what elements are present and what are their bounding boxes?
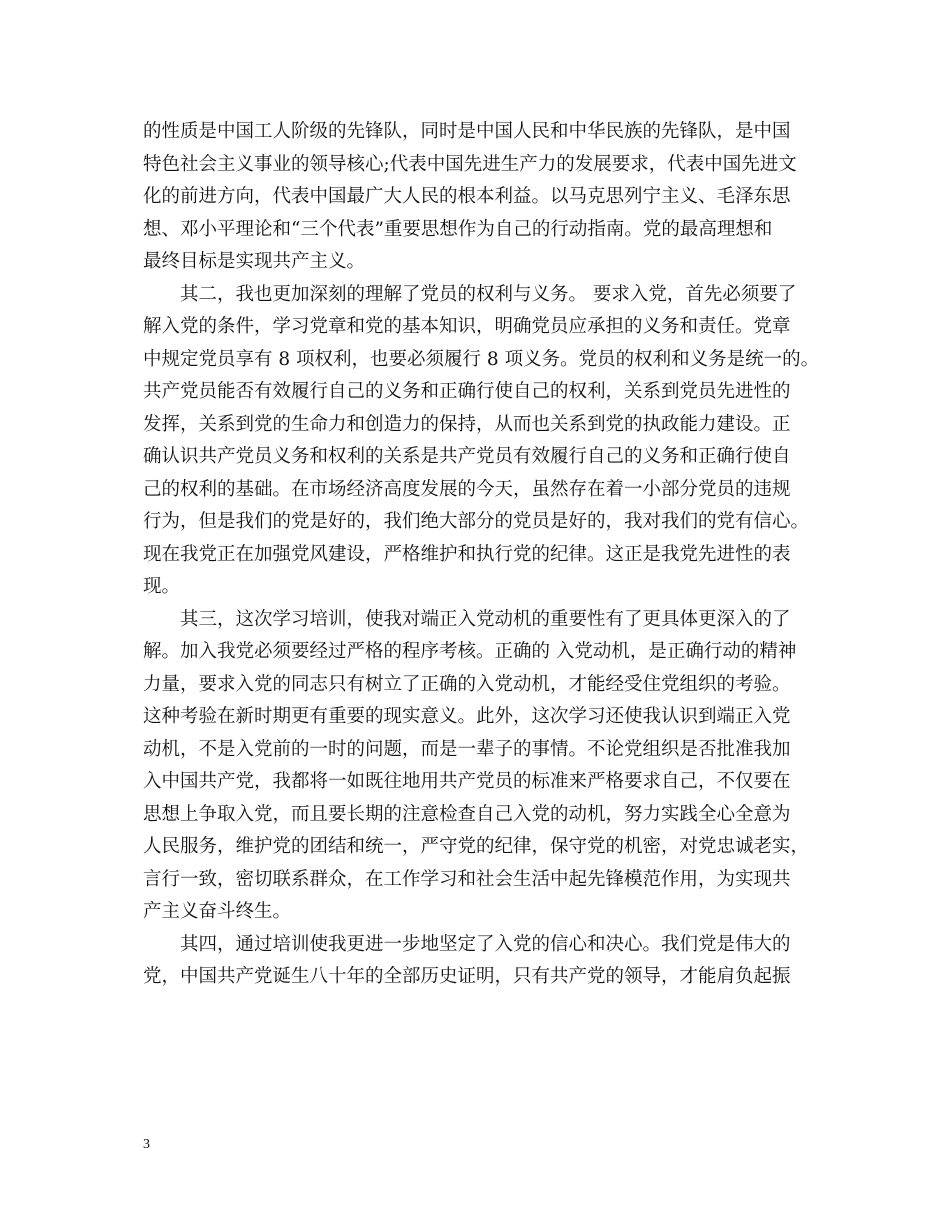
text-line: 现在我党正在加强党风建设，严格维护和执行党的纪律。这正是我党先进性的表 [143,543,791,565]
text-line: 中规定党员享有 8 项权利，也要必须履行 8 项义务。党员的权利和义务是统一的。 [143,348,820,370]
text-line: 其二，我也更加深刻的理解了党员的权利与义务。 要求入党，首先必须要了 [180,283,797,305]
text-line: 确认识共产党员义务和权利的关系是共产党员有效履行自己的义务和正确行使自 [143,446,791,467]
page-number: 3 [143,1137,150,1152]
text-line: 己的权利的基础。在市场经济高度发展的今天，虽然存在着一小部分党员的违规 [143,478,791,500]
text-line: 解入党的条件，学习党章和党的基本知识，明确党员应承担的义务和责任。党章 [143,316,791,337]
text-line: 特色社会主义事业的领导核心;代表中国先进生产力的发展要求，代表中国先进文 [143,153,797,175]
text-line: 言行一致，密切联系群众，在工作学习和社会生活中起先锋模范作用，为实现共 [143,868,791,890]
text-line: 思想上争取入党，而且要长期的注意检查自己入党的动机，努力实践全心全意为 [143,803,791,825]
text-line: 行为，但是我们的党是好的，我们绝大部分的党员是好的，我对我们的党有信心。 [143,511,810,532]
text-line: 产主义奋斗终生。 [143,901,292,922]
text-line: 共产党员能否有效履行自己的义务和正确行使自己的权利，关系到党员先进性的 [143,381,791,402]
text-line: 党，中国共产党诞生八十年的全部历史证明，只有共产党的领导，才能肩负起振 [143,966,791,987]
text-line: 最终目标是实现共产主义。 [143,251,366,272]
text-line: 想、邓小平理论和“三个代表”重要思想作为自己的行动指南。党的最高理想和 [143,218,773,240]
document-body [143,116,820,994]
text-line: 的性质是中国工人阶级的先锋队，同时是中国人民和中华民族的先锋队，是中国 [143,121,791,142]
text-line: 入中国共产党，我都将一如既往地用共产党员的标准来严格要求自己，不仅要在 [143,771,791,792]
text-line: 现。 [143,576,181,597]
text-line: 人民服务，维护党的团结和统一，严守党的纪律，保守党的机密，对党忠诚老实， [143,836,810,857]
text-line: 化的前进方向，代表中国最广大人民的根本利益。以马克思列宁主义、毛泽东思 [143,186,791,207]
text-line: 发挥，关系到党的生命力和创造力的保持，从而也关系到党的执政能力建设。正 [143,413,791,435]
text-line: 这种考验在新时期更有重要的现实意义。此外，这次学习还使我认识到端正入党 [143,706,791,727]
text-line: 其四，通过培训使我更进一步地坚定了入党的信心和决心。我们党是伟大的 [180,933,791,955]
text-line: 其三，这次学习培训，使我对端正入党动机的重要性有了更具体更深入的了 [180,608,791,630]
text-line: 动机，不是入党前的一时的问题，而是一辈子的事情。不论党组织是否批准我加 [143,738,791,760]
text-line: 力量，要求入党的同志只有树立了正确的入党动机，才能经受住党组织的考验。 [143,673,791,695]
text-line: 解。加入我党必须要经过严格的程序考核。正确的 入党动机，是正确行动的精神 [143,641,797,662]
